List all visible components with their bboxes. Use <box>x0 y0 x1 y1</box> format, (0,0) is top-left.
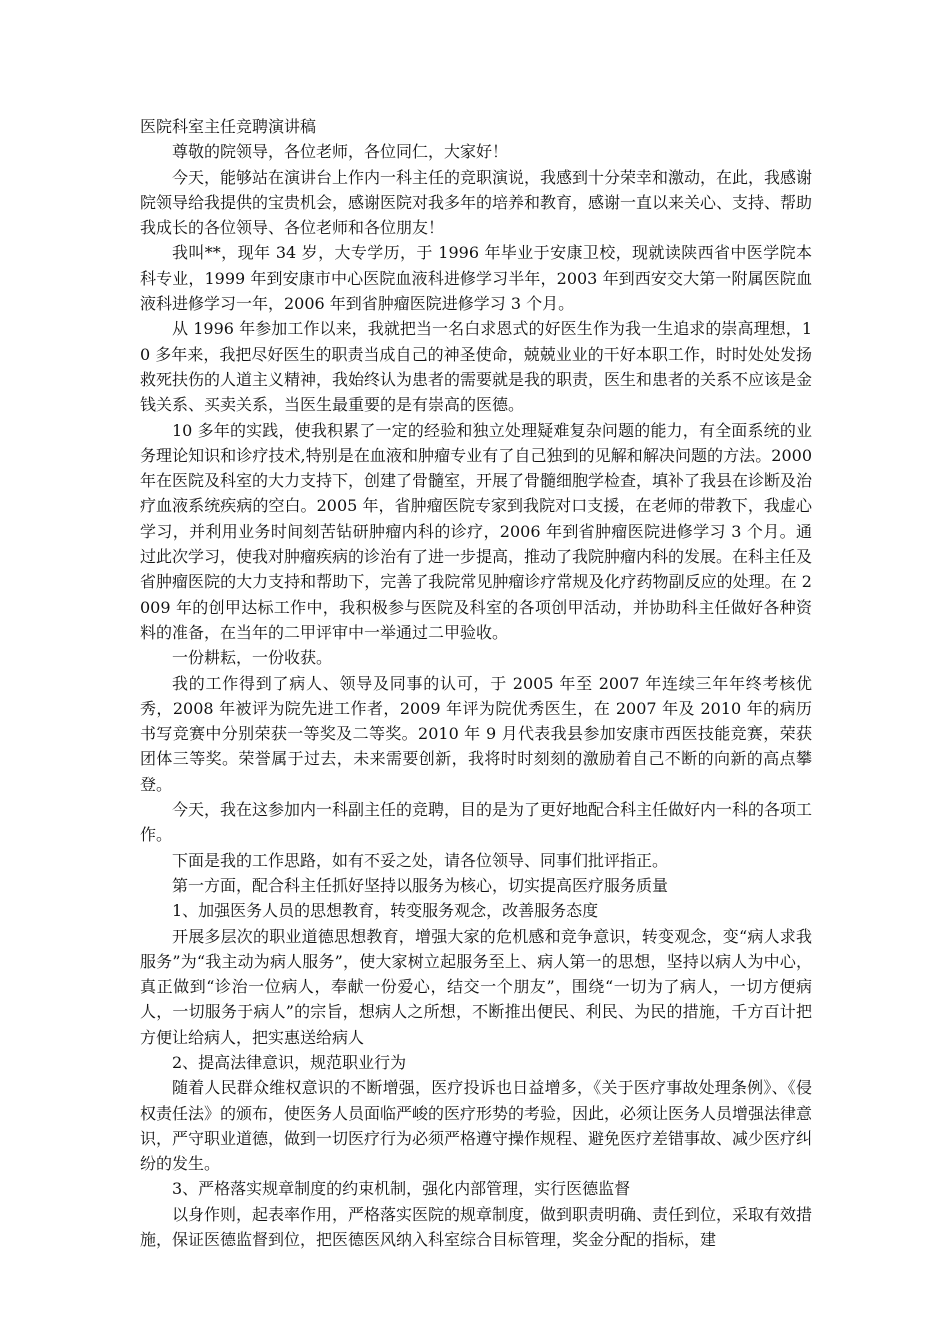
document-title: 医院科室主任竞聘演讲稿 <box>140 117 317 136</box>
paragraph-honors: 我的工作得到了病人、领导及同事的认可，于 2005 年至 2007 年连续三年年终考核优秀，2008 年被评为院先进工作者，2009 年评为院优秀医生，在 2007 年及 2010 年的病历书写竞赛中分别荣获一等奖及二等奖。2010 年 9 月代表我县参加安康市西医技能竞赛，荣获团体三等奖。荣誉属于过去，未来需要创新，我将时时刻刻的激励着自己不断的向新的高点攀登。 <box>140 673 812 794</box>
subheading-2: 2、提高法律意识，规范职业行为 <box>172 1052 407 1072</box>
paragraph-ideals: 从 1996 年参加工作以来，我就把当一名白求恩式的好医生作为我一生追求的崇高理想，10 多年来，我把尽好医生的职责当成自己的神圣使命，兢兢业业的干好本职工作，时时处处发扬救死扶伤的人道主义精神，我始终认为患者的需要就是我的职责，医生和患者的关系不应该是金钱关系、买卖关系，当医生最重要的是有崇高的医德。 <box>140 319 813 415</box>
section-heading-1: 第一方面，配合科主任抓好坚持以服务为核心，切实提高医疗服务质量 <box>172 875 669 895</box>
paragraph-law: 随着人民群众维权意识的不断增强，医疗投诉也日益增多，《关于医疗事故处理条例》、《侵权责任法》的颁布，使医务人员面临严峻的医疗形势的考验，因此，必须让医务人员增强法律意识，严守职业道德，做到一切医疗行为必须严格遵守操作规程、避免医疗差错事故、减少医疗纠纷的发生。 <box>140 1078 813 1174</box>
paragraph-experience: 10 多年的实践，使我积累了一定的经验和独立处理疑难复杂问题的能力，有全面系统的业务理论知识和诊疗技术,特别是在血液和肿瘤专业有了自己独到的见解和解决问题的方法。2000 年在医院及科室的大力支持下，创建了骨髓室，开展了骨髓细胞学检查，填补了我县在诊断及治疗血液系统疾病的空白。2005 年，省肿瘤医院专家到我院对口支援，在老师的带教下，我虚心学习，并利用业务时间刻苦钻研肿瘤内科的诊疗，2006 年到省肿瘤医院进修学习 3 个月。通过此次学习，使我对肿瘤疾病的诊治有了进一步提高，推动了我院肿瘤内科的发展。在科主任及省肿瘤医院的大力支持和帮助下，完善了我院常见肿瘤诊疗常规及化疗药物副反应的处理。在 2009 年的创甲达标工作中，我积极参与医院及科室的各项创甲活动，并协助科主任做好各种资料的准备，在当年的二甲评审中一举通过二甲验收。 <box>140 420 813 642</box>
paragraph-greeting: 尊敬的院领导，各位老师，各位同仁，大家好！ <box>172 142 509 162</box>
subheading-1: 1、加强医务人员的思想教育，转变服务观念，改善服务态度 <box>172 901 599 921</box>
paragraph-purpose: 今天，我在这参加内一科副主任的竞聘，目的是为了更好地配合科主任做好内一科的各项工作。 <box>140 800 813 845</box>
subheading-3: 3、严格落实规章制度的约束机制，强化内部管理，实行医德监督 <box>172 1179 631 1199</box>
paragraph-background: 我叫**，现年 34 岁，大专学历，于 1996 年毕业于安康卫校，现就读陕西省中医学院本科专业，1999 年到安康市中心医院血液科进修学习半年，2003 年到西安交大第一附属医院血液科进修学习一年，2006 年到省肿瘤医院进修学习 3 个月。 <box>140 243 812 314</box>
paragraph-rules: 以身作则，起表率作用，严格落实医院的规章制度，做到职责明确、责任到位，采取有效措施，保证医德监督到位，把医德医风纳入科室综合目标管理，奖金分配的指标，建 <box>140 1204 813 1250</box>
paragraph-harvest: 一份耕耘，一份收获。 <box>172 648 333 668</box>
paragraph-thanks: 今天，能够站在演讲台上作内一科主任的竞职演说，我感到十分荣幸和激动，在此，我感谢院领导给我提供的宝贵机会，感谢医院对我多年的培养和教育，感谢一直以来关心、支持、帮助我成长的各位领导、各位老师和各位朋友！ <box>140 167 813 238</box>
paragraph-intro-plan: 下面是我的工作思路，如有不妥之处，请各位领导、同事们批评指正。 <box>172 850 669 870</box>
document-body <box>140 114 812 1252</box>
paragraph-service: 开展多层次的职业道德思想教育，增强大家的危机感和竞争意识，转变观念，变“病人求我服务”为“我主动为病人服务”，使大家树立起服务至上、病人第一的思想，坚持以病人为中心，真正做到“诊治一位病人，奉献一份爱心，结交一个朋友”，围绕“一切为了病人，一切方便病人，一切服务于病人”的宗旨，想病人之所想，不断推出便民、利民、为民的措施，千方百计把方便让给病人，把实惠送给病人 <box>140 926 812 1047</box>
